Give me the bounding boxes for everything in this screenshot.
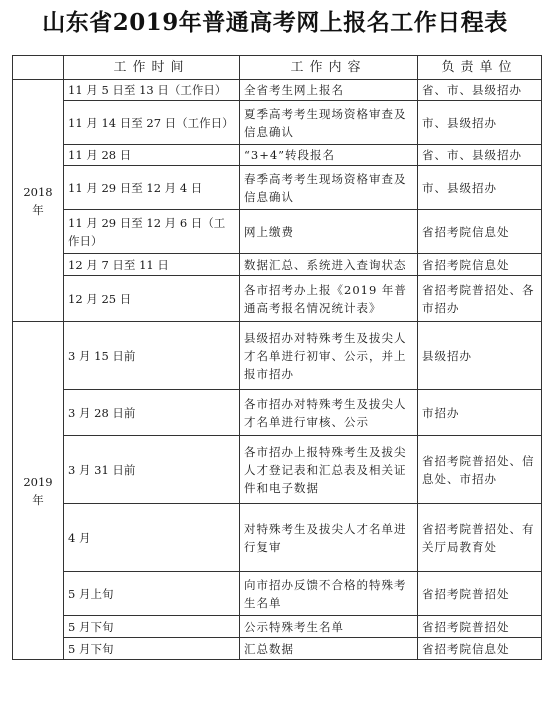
table-row (13, 616, 542, 638)
row-unit: 省招考院普招处、各市招办 (418, 276, 542, 322)
schedule-table (12, 55, 542, 660)
row-content: 公示特殊考生名单 (240, 616, 418, 638)
row-time: 4 月 (64, 504, 240, 572)
row-time: 3 月 28 日前 (64, 390, 240, 436)
row-time: 3 月 31 日前 (64, 436, 240, 504)
table-row (13, 254, 542, 276)
row-unit: 市、县级招办 (418, 101, 542, 145)
row-unit: 市招办 (418, 390, 542, 436)
row-content: 各市招办对特殊考生及拔尖人才名单进行审核、公示 (240, 390, 418, 436)
row-content: 数据汇总、系统进入查询状态 (240, 254, 418, 276)
row-content: 各市招考办上报《2019 年普通高考报名情况统计表》 (240, 276, 418, 322)
table-row (13, 276, 542, 322)
row-unit: 县级招办 (418, 322, 542, 390)
header-year-cell (13, 56, 64, 80)
page-title: 山东省2019年普通高考网上报名工作日程表 (42, 9, 508, 36)
table-row (13, 390, 542, 436)
row-unit: 省招考院普招处 (418, 572, 542, 616)
row-content: 夏季高考考生现场资格审查及信息确认 (240, 101, 418, 145)
row-content: 县级招办对特殊考生及拔尖人才名单进行初审、公示，并上报市招办 (240, 322, 418, 390)
row-content: 对特殊考生及拔尖人才名单进行复审 (240, 504, 418, 572)
row-unit: 省招考院普招处、有关厅局教育处 (418, 504, 542, 572)
row-unit: 省招考院信息处 (418, 638, 542, 660)
row-content: “3+4”转段报名 (240, 145, 418, 166)
table-row (13, 436, 542, 504)
row-unit: 省招考院普招处、信息处、市招办 (418, 436, 542, 504)
row-time: 5 月下旬 (64, 616, 240, 638)
year-2018: 2018 年 (13, 80, 64, 322)
row-time: 11 月 29 日至 12 月 6 日（工作日） (64, 210, 240, 254)
table-row (13, 80, 542, 101)
row-unit: 省招考院普招处 (418, 616, 542, 638)
row-time: 11 月 14 日至 27 日（工作日） (64, 101, 240, 145)
row-unit: 省、市、县级招办 (418, 145, 542, 166)
row-time: 5 月上旬 (64, 572, 240, 616)
header-time: 工作时间 (64, 56, 240, 80)
row-unit: 省招考院信息处 (418, 210, 542, 254)
row-time: 11 月 5 日至 13 日（工作日） (64, 80, 240, 101)
row-content: 各市招办上报特殊考生及拔尖人才登记表和汇总表及相关证件和电子数据 (240, 436, 418, 504)
row-content: 全省考生网上报名 (240, 80, 418, 101)
row-time: 11 月 29 日至 12 月 4 日 (64, 166, 240, 210)
table-row (13, 504, 542, 572)
row-time: 11 月 28 日 (64, 145, 240, 166)
row-time: 3 月 15 日前 (64, 322, 240, 390)
row-unit: 省、市、县级招办 (418, 80, 542, 101)
row-content: 网上缴费 (240, 210, 418, 254)
row-time: 5 月下旬 (64, 638, 240, 660)
row-unit: 省招考院信息处 (418, 254, 542, 276)
row-content: 汇总数据 (240, 638, 418, 660)
row-time: 12 月 25 日 (64, 276, 240, 322)
row-time: 12 月 7 日至 11 日 (64, 254, 240, 276)
row-unit: 市、县级招办 (418, 166, 542, 210)
table-row (13, 101, 542, 145)
header-row (13, 56, 542, 80)
table-row (13, 638, 542, 660)
table-row (13, 322, 542, 390)
year-2019: 2019 年 (13, 322, 64, 660)
table-row (13, 166, 542, 210)
header-content: 工作内容 (240, 56, 418, 80)
table-row (13, 572, 542, 616)
row-content: 向市招办反馈不合格的特殊考生名单 (240, 572, 418, 616)
table-row (13, 145, 542, 166)
table-row (13, 210, 542, 254)
row-content: 春季高考考生现场资格审查及信息确认 (240, 166, 418, 210)
header-unit: 负责单位 (418, 56, 542, 80)
